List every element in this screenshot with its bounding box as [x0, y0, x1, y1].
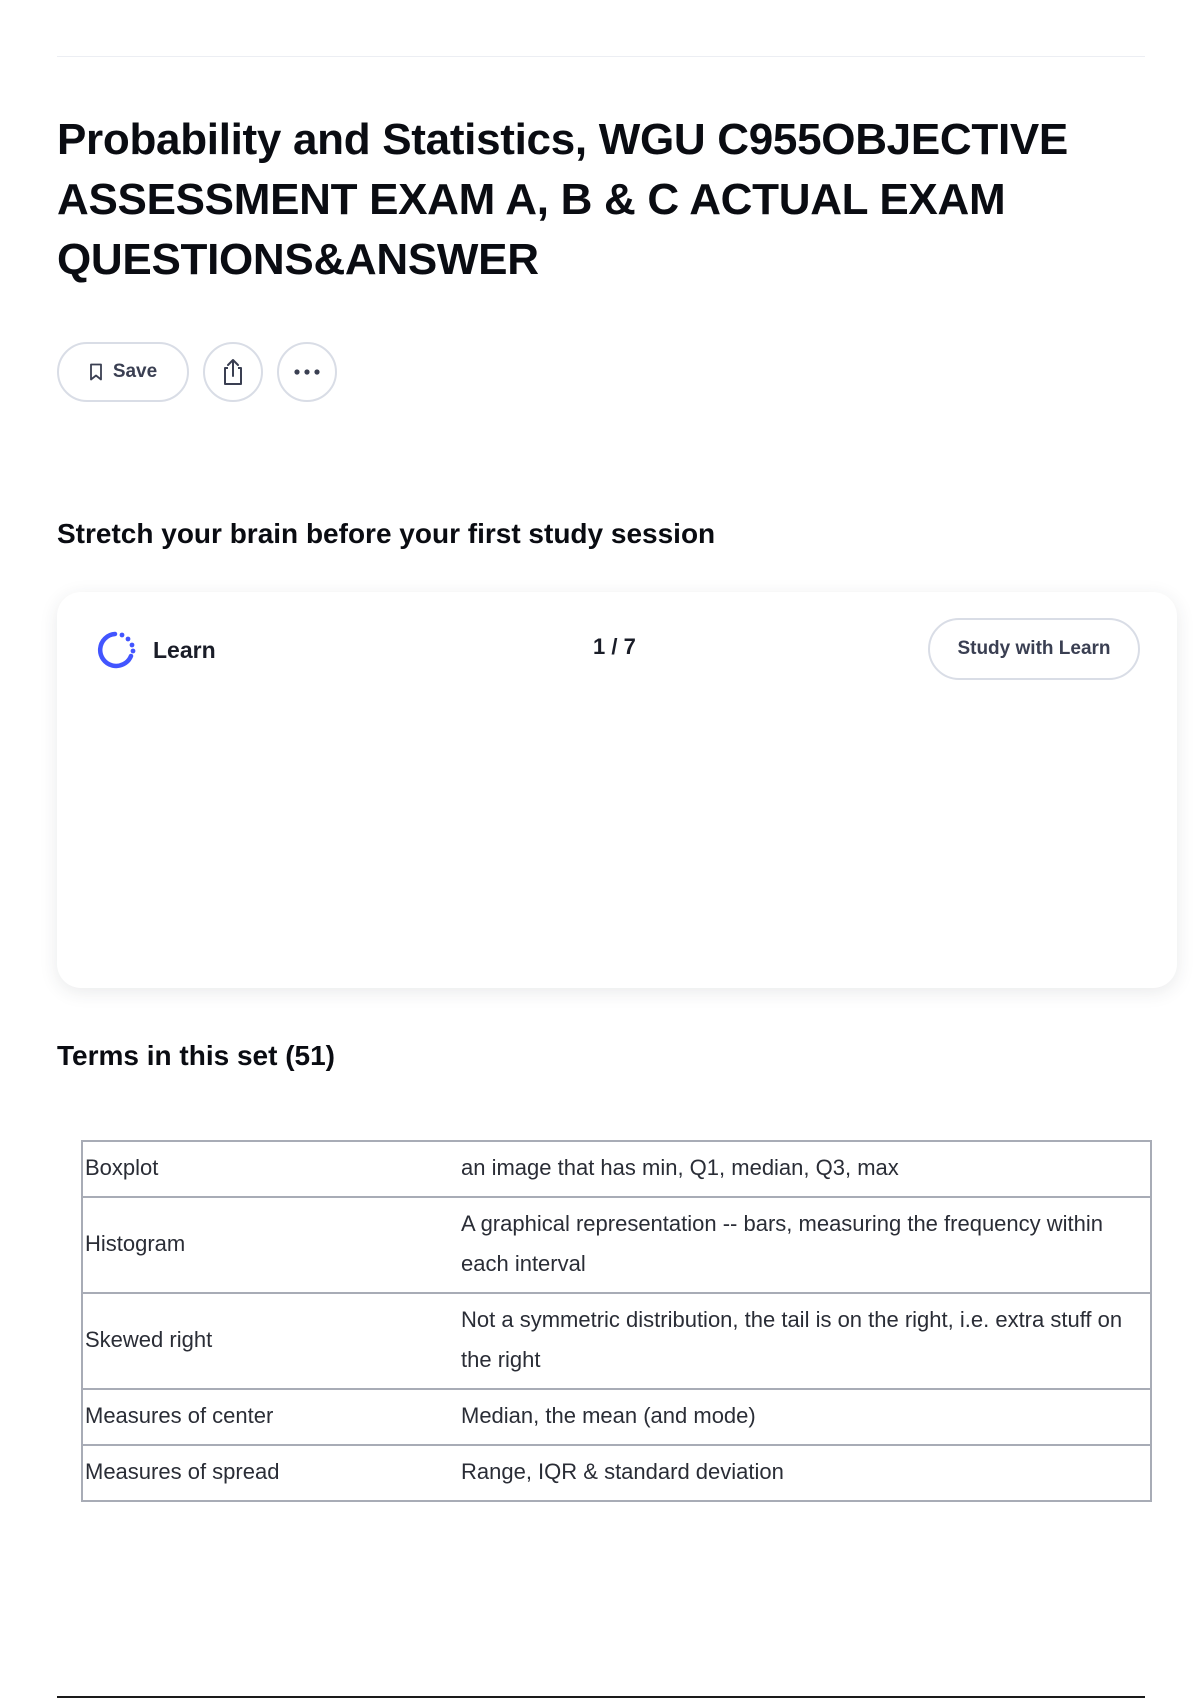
terms-heading: Terms in this set (51): [57, 1040, 336, 1071]
table-row: [82, 1197, 1151, 1293]
share-button[interactable]: [203, 342, 263, 402]
stretch-heading: Stretch your brain before your first study session: [57, 518, 716, 549]
study-with-learn-button[interactable]: Study with Learn: [928, 618, 1140, 680]
top-divider: [57, 56, 1145, 57]
bottom-divider: [57, 1696, 1145, 1698]
learn-progress: 1 / 7: [593, 634, 636, 659]
definition-cell: an image that has min, Q1, median, Q3, max: [427, 1141, 1151, 1197]
more-options-button[interactable]: [277, 342, 337, 402]
table-row: [82, 1389, 1151, 1445]
save-button[interactable]: [57, 342, 189, 402]
term-cell: Histogram: [82, 1197, 427, 1293]
table-row: [82, 1445, 1151, 1501]
terms-table: [81, 1140, 1152, 1502]
definition-cell: Median, the mean (and mode): [427, 1389, 1151, 1445]
learn-label: Learn: [153, 636, 216, 663]
page-title: Probability and Statistics, WGU C955OBJECTIVE ASSESSMENT EXAM A, B & C ACTUAL EXAM QUESTIONS&ANSWER: [57, 115, 1068, 284]
action-bar: [57, 342, 337, 402]
table-row: [82, 1141, 1151, 1197]
share-icon: [220, 358, 246, 386]
definition-cell: Range, IQR & standard deviation: [427, 1445, 1151, 1501]
term-cell: Boxplot: [82, 1141, 427, 1197]
bookmark-icon: [89, 363, 103, 381]
definition-cell: A graphical representation -- bars, measuring the frequency within each interval: [427, 1197, 1151, 1293]
definition-cell: Not a symmetric distribution, the tail is on the right, i.e. extra stuff on the right: [427, 1293, 1151, 1389]
learn-icon: [95, 628, 139, 672]
table-row: [82, 1293, 1151, 1389]
save-label: Save: [112, 361, 158, 382]
term-cell: Measures of center: [82, 1389, 427, 1445]
learn-brand: [95, 628, 216, 672]
more-icon: [293, 368, 321, 376]
term-cell: Measures of spread: [82, 1445, 427, 1501]
learn-card: [57, 592, 1177, 988]
term-cell: Skewed right: [82, 1293, 427, 1389]
